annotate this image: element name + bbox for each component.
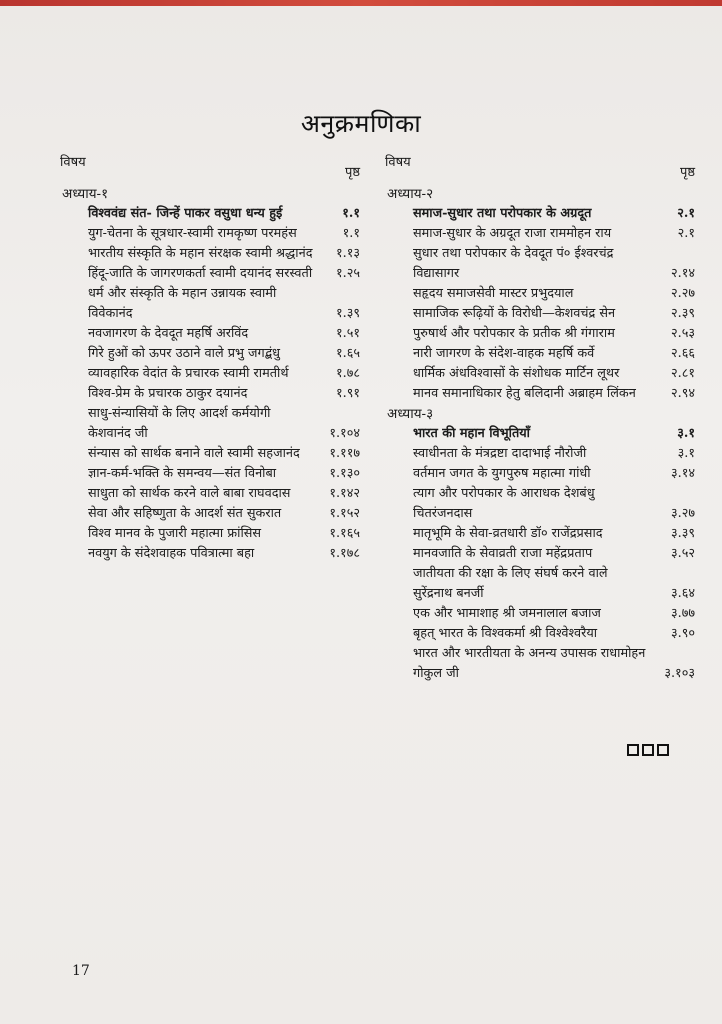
entry-title: एक और भामाशाह श्री जमनालाल बजाज	[413, 606, 601, 621]
contents-entry	[88, 364, 360, 384]
entry-title: सुधार तथा परोपकार के देवदूत पं० ईश्वरचंद्र विद्यासागर	[413, 246, 614, 281]
entry-page-number: १.१३०	[329, 466, 360, 481]
entry-page-number: १.१६५	[329, 526, 360, 541]
chapter-title: अध्याय-१	[62, 186, 109, 202]
contents-entry	[413, 424, 695, 444]
entry-title: गिरे हुओं को ऊपर उठाने वाले प्रभु जगद्बंधु	[88, 346, 281, 361]
entry-page-number: ३.१	[677, 426, 695, 441]
entry-title: सेवा और सहिष्णुता के आदर्श संत सुकरात	[88, 506, 282, 521]
entry-page-number: २.१४	[670, 266, 695, 281]
entry-page-number: २.३९	[670, 306, 695, 321]
contents-entry	[413, 204, 695, 224]
entry-title: विश्व-प्रेम के प्रचारक ठाकुर दयानंद	[88, 386, 248, 401]
entry-page-number: १.१०४	[329, 426, 360, 441]
contents-entry	[88, 544, 360, 564]
chapter-block	[60, 184, 360, 564]
entry-page-number: १.९१	[335, 386, 360, 401]
entry-page-number: ३.१४	[670, 466, 695, 481]
contents-entry	[413, 284, 695, 304]
column-header	[385, 150, 695, 184]
contents-entry	[413, 644, 695, 684]
end-mark-boxes	[627, 744, 679, 758]
bleed-through-text	[395, 770, 695, 860]
entry-title: भारत की महान विभूतियाँ	[413, 426, 530, 441]
subject-heading: विषय	[60, 155, 86, 170]
entry-page-number: १.१४२	[329, 486, 360, 501]
chapter-block	[385, 184, 695, 404]
entry-page-number: २.८१	[670, 366, 695, 381]
subject-heading: विषय	[385, 155, 411, 170]
entry-title: बृहत् भारत के विश्वकर्मा श्री विश्वेश्वरैया	[413, 626, 598, 641]
entry-title: समाज-सुधार के अग्रदूत राजा राममोहन राय	[413, 226, 612, 241]
page-heading: पृष्ठ	[679, 165, 695, 180]
entry-title: ज्ञान-कर्म-भक्ति के समन्वय—संत विनोबा	[88, 466, 277, 481]
entry-title: सहृदय समाजसेवी मास्टर प्रभुदयाल	[413, 286, 574, 301]
entry-title: समाज-सुधार तथा परोपकार के अग्रदूत	[413, 206, 592, 221]
contents-entry	[88, 324, 360, 344]
entry-page-number: १.१	[342, 226, 360, 241]
entry-title: भारतीय संस्कृति के महान संरक्षक स्वामी श्रद्धानंद	[88, 246, 313, 261]
entry-page-number: १.१	[342, 206, 360, 221]
entry-title: मानवजाति के सेवाव्रती राजा महेंद्रप्रताप	[413, 546, 593, 561]
contents-entry	[88, 404, 360, 444]
contents-entry	[413, 344, 695, 364]
contents-entry	[413, 304, 695, 324]
entry-title: नवजागरण के देवदूत महर्षि अरविंद	[88, 326, 249, 341]
entry-page-number: २.२७	[670, 286, 695, 301]
contents-entry	[88, 524, 360, 544]
entry-title: भारत और भारतीयता के अनन्य उपासक राधामोहन गोकुल जी	[413, 646, 646, 681]
box-glyph	[657, 744, 669, 756]
entry-page-number: २.९४	[670, 386, 695, 401]
entry-title: संन्यास को सार्थक बनाने वाले स्वामी सहजानंद	[88, 446, 300, 461]
entry-title: विश्ववंद्य संत- जिन्हें पाकर वसुधा धन्य हुई	[88, 206, 283, 221]
page-number: 17	[72, 963, 90, 979]
contents-entry	[88, 504, 360, 524]
entry-title: मातृभूमि के सेवा-व्रतधारी डॉ० राजेंद्रप्रसाद	[413, 526, 603, 541]
entry-title: वर्तमान जगत के युगपुरुष महात्मा गांधी	[413, 466, 591, 481]
entry-title: स्वाधीनता के मंत्रद्रष्टा दादाभाई नौरोजी	[413, 446, 587, 461]
entry-page-number: ३.९०	[670, 626, 695, 641]
chapter-entries	[385, 424, 695, 684]
contents-entry	[88, 344, 360, 364]
box-glyph	[642, 744, 654, 756]
entry-title: पुरुषार्थ और परोपकार के प्रतीक श्री गंगाराम	[413, 326, 615, 341]
entry-page-number: १.५१	[335, 326, 360, 341]
entry-title: धार्मिक अंधविश्वासों के संशोधक मार्टिन लूथर	[413, 366, 620, 381]
contents-entry	[413, 224, 695, 244]
contents-entry	[413, 444, 695, 464]
entry-page-number: ३.७७	[670, 606, 695, 621]
entry-page-number: १.१७८	[329, 546, 360, 561]
entry-title: युग-चेतना के सूत्रधार-स्वामी रामकृष्ण परमहंस	[88, 226, 297, 241]
entry-page-number: २.५३	[670, 326, 695, 341]
contents-entry	[413, 364, 695, 384]
entry-page-number: १.११७	[329, 446, 360, 461]
entry-title: विश्व मानव के पुजारी महात्मा फ्रांसिस	[88, 526, 262, 541]
contents-entry	[88, 464, 360, 484]
entry-page-number: १.१५२	[329, 506, 360, 521]
entry-page-number: १.७८	[335, 366, 360, 381]
chapter-title: अध्याय-२	[387, 186, 434, 202]
chapter-title: अध्याय-३	[387, 406, 434, 422]
entry-title: साधुता को सार्थक करने वाले बाबा राघवदास	[88, 486, 291, 501]
contents-column-right	[385, 150, 695, 684]
entry-page-number: ३.१	[677, 446, 695, 461]
entry-page-number: ३.५२	[670, 546, 695, 561]
contents-entry	[413, 564, 695, 604]
entry-title: साधु-संन्यासियों के लिए आदर्श कर्मयोगी केशवानंद जी	[88, 406, 271, 441]
entry-title: व्यावहारिक वेदांत के प्रचारक स्वामी रामतीर्थ	[88, 366, 289, 381]
box-glyph	[627, 744, 639, 756]
entry-page-number: ३.२७	[670, 506, 695, 521]
entry-title: धर्म और संस्कृति के महान उन्नायक स्वामी विवेकानंद	[88, 286, 277, 321]
entry-title: नारी जागरण के संदेश-वाहक महर्षि कर्वे	[413, 346, 595, 361]
contents-entry	[413, 624, 695, 644]
entry-page-number: २.१	[677, 226, 695, 241]
entry-page-number: १.३९	[335, 306, 360, 321]
entry-title: हिंदू-जाति के जागरणकर्ता स्वामी दयानंद सरस्वती	[88, 266, 313, 281]
contents-entry	[413, 324, 695, 344]
entry-page-number: २.६६	[670, 346, 695, 361]
contents-entry	[88, 384, 360, 404]
entry-page-number: १.६५	[335, 346, 360, 361]
entry-title: त्याग और परोपकार के आराधक देशबंधु चितरंजनदास	[413, 486, 595, 521]
entry-page-number: २.१	[677, 206, 695, 221]
entry-page-number: १.२५	[335, 266, 360, 281]
contents-entry	[413, 524, 695, 544]
contents-entry	[413, 604, 695, 624]
contents-entry	[413, 544, 695, 564]
entry-page-number: १.१३	[335, 246, 360, 261]
chapter-entries	[60, 204, 360, 564]
entry-title: सामाजिक रूढ़ियों के विरोधी—केशवचंद्र सेन	[413, 306, 616, 321]
contents-entry	[88, 244, 360, 264]
entry-title: नवयुग के संदेशवाहक पवित्रात्मा बहा	[88, 546, 255, 561]
contents-entry	[413, 464, 695, 484]
contents-entry	[413, 484, 695, 524]
contents-column-left	[60, 150, 360, 564]
entry-page-number: ३.१०३	[664, 666, 695, 681]
contents-entry	[88, 224, 360, 244]
contents-entry	[88, 204, 360, 224]
page-title: अनुक्रमणिका	[300, 109, 422, 138]
column-header	[60, 150, 360, 184]
page-heading: पृष्ठ	[344, 165, 360, 180]
contents-entry	[88, 264, 360, 284]
entry-page-number: ३.३९	[670, 526, 695, 541]
entry-page-number: ३.६४	[670, 586, 695, 601]
chapter-entries	[385, 204, 695, 404]
chapter-block	[385, 404, 695, 684]
contents-entry	[88, 444, 360, 464]
entry-title: मानव समानाधिकार हेतु बलिदानी अब्राहम लिंकन	[413, 386, 636, 401]
page-top-edge	[0, 0, 722, 6]
contents-entry	[413, 244, 695, 284]
contents-entry	[413, 384, 695, 404]
entry-title: जातीयता की रक्षा के लिए संघर्ष करने वाले सुरेंद्रनाथ बनर्जी	[413, 566, 608, 601]
contents-entry	[88, 284, 360, 324]
contents-entry	[88, 484, 360, 504]
